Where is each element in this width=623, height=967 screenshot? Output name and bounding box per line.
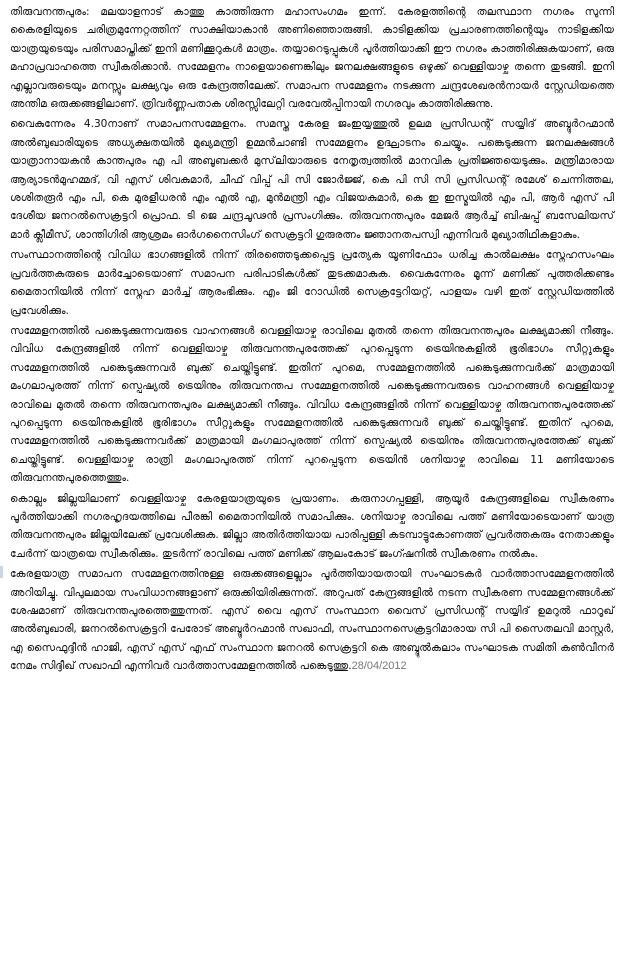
paragraph-3: സംസ്ഥാനത്തിന്റെ വിവിധ ഭാഗങ്ങളില്‍ നിന്ന് തിരഞ്ഞെടുക്കപ്പെട്ട പ്രത്യേക യൂണിഫോം ധരിച്ച കാല്‍ലക്ഷം സ്നേഹസംഘം പ്രവര്‍ത്തകരുടെ മാര്‍ച്ചോടെയാണ് സമാപന പരിപാടികള്‍ക്ക് തുടക്കമാകുക. വൈകുന്നേരം മൂന്ന് മണിക്ക് പുത്തരിക്കണ്ടം മൈതാനിയില്‍ നിന്ന് സ്നേഹ മാര്‍ച്ച് ആരംഭിക്കും. എം ജി റോഡില്‍ സെക്രട്ടേറിയറ്റ്, പാളയം വഴി ഇത് സ്റ്റേഡിയത്തില്‍ പ്രവേശിക്കും.	[10, 249, 614, 317]
paragraph-2: വൈകുന്നേരം 4.30നാണ് സമാപനസമ്മേളനം. സമസ്ത കേരള ജംഇയ്യത്തുല്‍ ഉലമ പ്രസിഡന്റ് സയ്യിദ് അബ്ദുര്‍റഹ്മാന്‍ അല്‍ബുഖാരിയുടെ അധ്യക്ഷതയില്‍ മുഖ്യമന്ത്രി ഉമ്മന്‍ചാണ്ടി സമ്മേളനം ഉദ്ഘാടനം ചെയ്യും. പങ്കെടുക്കുന്ന ജനലക്ഷങ്ങള്‍ യാത്രാനായകന്‍ കാന്തപുരം എ പി അബൂബക്കര്‍ മുസ്‌ലിയാരുടെ നേതൃത്വത്തില്‍ മാനവിക പ്രതിജ്ഞയെടുക്കും. മന്ത്രിമാരായ ആര്യാടന്‍മുഹമ്മദ്, വി എസ് ശിവകുമാര്‍, ചീഫ് വിപ്പ് പി സി ജോര്‍ജ്ജ്, കെ പി സി സി പ്രസിഡന്റ് രമേശ് ചെന്നിത്തല, ശശിതരൂര്‍ എം പി, കെ മുരളീധരന്‍ എം എല്‍ എ, മുന്‍മന്ത്രി എം വിജയകുമാര്‍, കെ ഇ ഇസ്മയില്‍ എം പി, ആര്‍ എസ് പി ദേശീയ ജനറല്‍സെക്രട്ടറി പ്രൊഫ. ടി ജെ ചന്ദ്രചൂഢന്‍ പ്രസംഗിക്കും. തിരുവനന്തപുരം മേജര്‍ ആര്‍ച്ച് ബിഷപ്പ് ബസേലിയസ് മാര്‍ ക്ലീമീസ്, ശാന്തിഗിരി ആശ്രമം ഓര്‍ഗനൈസിംഗ് സെക്രട്ടറി ഗുരുരത്നം ജ്ഞാനതപസ്വി എന്നിവര്‍ മുഖ്യാതിഥികളാകും.	[10, 118, 614, 241]
paragraph-5: കൊല്ലം ജില്ലയിലാണ് വെള്ളിയാഴ്ച കേരളയാത്രയുടെ പ്രയാണം. കരുനാഗപ്പള്ളി, ആയൂര്‍ കേന്ദ്രങ്ങളിലെ സ്വീകരണം പൂര്‍ത്തിയാക്കി നഗരഹൃദയത്തിലെ പീരങ്കി മൈതാനിയില്‍ സമാപിക്കും. ശനിയാഴ്ച രാവിലെ പത്ത് മണിയോടെയാണ് യാത്ര തിരുവനന്തപുരം ജില്ലയിലേക്ക് പ്രവേശിക്കുക. ജില്ലാ അതിര്‍ത്തിയായ പാരിപ്പള്ളി കടമ്പാട്ടുകോണത്ത് പ്രവര്‍ത്തകരും നേതാക്കളും ചേര്‍ന്ന് യാത്രയെ സ്വീകരിക്കും. തുടര്‍ന്ന് രാവിലെ പത്ത് മണിക്ക് ആലംകോട് ജംഗ്ഷനില്‍ സ്വീകരണം നല്‍കും.	[10, 492, 615, 560]
article-body	[10, 3, 614, 676]
paragraph-6-text: കേരളയാത്ര സമാപന സമ്മേളനത്തിനുള്ള ഒരുക്കങ്ങളെല്ലാം പൂര്‍ത്തിയായതായി സംഘാടകര്‍ വാര്‍ത്താസമ്മേളനത്തില്‍ അറിയിച്ചു. വിപുലമായ സംവിധാനങ്ങളാണ് ഒരുക്കിയിരിക്കുന്നത്. അറുപത് കേന്ദ്രങ്ങളില്‍ നടന്ന സ്വീകരണ സമ്മേളനങ്ങള്‍ക്ക് ശേഷമാണ് തിരുവനന്തപുരത്തെത്തുന്നത്. എസ് വൈ എസ് സംസ്ഥാന വൈസ് പ്രസിഡന്റ് സയ്യിദ് ഉമറുല്‍ ഫാറൂഖ് അല്‍ബുഖാരി, ജനറല്‍സെക്രട്ടറി പേരോട് അബ്ദുര്‍റഹ്മാന്‍ സഖാഫി, സംസ്ഥാനസെക്രട്ടറിമാരായ സി പി സൈതലവി മാസ്റ്റര്‍, എ സൈഫുദ്ദീന്‍ ഹാജി, എസ് എസ് എഫ് സംസ്ഥാന ജനറല്‍ സെക്രട്ടറി കെ അബ്ദുല്‍കലാം സംഘാടക സമിതി കണ്‍വീനര്‍ നേമം സിദ്ദീഖ് സഖാഫി എന്നിവര്‍ വാര്‍ത്താസമ്മേളനത്തില്‍ പങ്കെടുത്തു.	[10, 568, 614, 673]
paragraph-1: തിരുവനന്തപുരം: മലയാളനാട് കാത്തു കാത്തിരുന്ന മഹാസംഗമം ഇന്ന്. കേരളത്തിന്റെ തലസ്ഥാന നഗരം സുന്നി കൈരളിയുടെ ചരിത്രമുന്നേറ്റത്തിന് സാക്ഷിയാകാന്‍ അണിഞ്ഞൊരുങ്ങി. കാടിളക്കിയ പ്രചാരണത്തിന്റെയും നാടിളക്കിയ യാത്രയുടെയും പരിസമാപ്തിക്ക് ഇനി മണിക്കൂറുകള്‍ മാത്രം. തയ്യാറെടുപ്പുകള്‍ പൂര്‍ത്തിയാക്കി ഈ നഗരം കാത്തിരിക്കുകയാണ്, ഒരു മഹാപ്രവാഹത്തെ സ്വീകരിക്കാന്‍. സമ്മേളനം നാളെയാണെങ്കിലും ജനലക്ഷങ്ങളുടെ ഒഴുക്ക് വെള്ളിയാഴ്ച തന്നെ തുടങ്ങി. ഇനി എല്ലാവരുടെയും മനസ്സും ലക്ഷ്യവും ഒരു കേന്ദ്രത്തിലേക്ക്. സമാപന സമ്മേളനം നടക്കുന്ന ചന്ദ്രശേഖരന്‍നായര്‍ സ്റ്റേഡിയത്തെ അന്തിമ ഒരുക്കങ്ങളിലാണ്. ത്രിവര്‍ണ്ണപതാക ശിരസ്സിലേറ്റി വരവേല്‍പ്പിനായി നഗരവും കാത്തിരിക്കുന്നു.	[10, 6, 614, 111]
date-stamp: 28/04/2012	[351, 660, 407, 673]
left-edge-marker	[0, 566, 3, 578]
paragraph-4: സമ്മേളനത്തില്‍ പങ്കെടുക്കുന്നവരുടെ വാഹനങ്ങള്‍ വെള്ളിയാഴ്ച രാവിലെ മുതല്‍ തന്നെ തിരുവനന്തപുരം ലക്ഷ്യമാക്കി നീങ്ങും. വിവിധ കേന്ദ്രങ്ങളില്‍ നിന്ന് വെള്ളിയാഴ്ച തിരുവനന്തപുരത്തേക്ക് പുറപ്പെടുന്ന ട്രെയിനുകളില്‍ ഭൂരിഭാഗം സീറ്റുകളും സമ്മേളനത്തില്‍ പങ്കെടുക്കുന്നവര്‍ ബുക്ക് ചെയ്തിട്ടുണ്ട്. ഇതിന് പുറമെ, സമ്മേളനത്തില്‍ പങ്കെടുക്കുന്നവര്‍ക്ക് മാത്രമായി മംഗലാപുരത്ത് നിന്ന് സ്പെഷ്യല്‍ ട്രെയിനും തിരുവനന്തപ സമ്മേളനത്തില്‍ പങ്കെടുക്കുന്നവരുടെ വാഹനങ്ങള്‍ വെള്ളിയാഴ്ച രാവിലെ മുതല്‍ തന്നെ തിരുവനന്തപുരം ലക്ഷ്യമാക്കി നീങ്ങും. വിവിധ കേന്ദ്രങ്ങളില്‍ നിന്ന് വെള്ളിയാഴ്ച തിരുവനന്തപുരത്തേക്ക് പുറപ്പെടുന്ന ട്രെയിനുകളില്‍ ഭൂരിഭാഗം സീറ്റുകളും സമ്മേളനത്തില്‍ പങ്കെടുക്കുന്നവര്‍ ബുക്ക് ചെയ്തിട്ടുണ്ട്. ഇതിന് പുറമെ, സമ്മേളനത്തില്‍ പങ്കെടുക്കുന്നവര്‍ക്ക് മാത്രമായി മംഗലാപുരത്ത് നിന്ന് സ്പെഷ്യല്‍ ട്രെയിനും തിരുവനന്തപുരത്തേക്ക് ബുക്ക് ചെയ്തിട്ടുണ്ട്. വെള്ളിയാഴ്ച രാത്രി മംഗലാപുരത്ത് നിന്ന് പുറപ്പെടുന്ന ട്രെയിന്‍ ശനിയാഴ്ച രാവിലെ 11 മണിയോടെ തിരുവനന്തപുരത്തെത്തും.	[10, 324, 614, 485]
paragraph-6	[10, 565, 614, 675]
